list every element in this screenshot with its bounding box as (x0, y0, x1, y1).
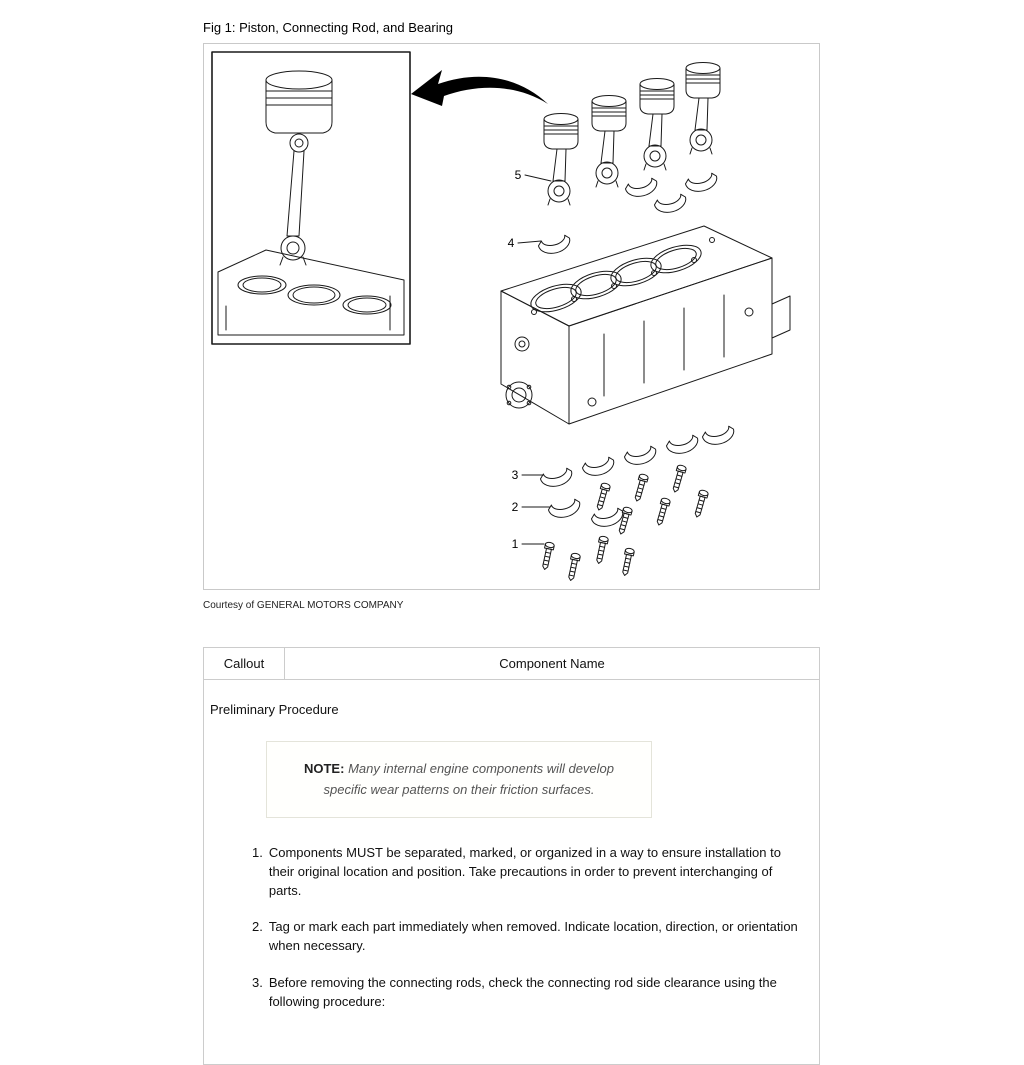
page-content (203, 0, 820, 1065)
component-table (203, 647, 820, 1065)
figure-title: Fig 1: Piston, Connecting Rod, and Bearing (203, 20, 454, 35)
list-item-number: 3. (252, 975, 263, 991)
list-item-text: Components MUST be separated, marked, or organized in a way to ensure installation to their original location and position. Take precautions in order to prevent interchanging of parts. (268, 844, 781, 898)
list-item-number: 1. (252, 844, 263, 860)
table-body (204, 680, 819, 1064)
inset-detail (212, 52, 410, 344)
engine-illustration (204, 44, 821, 589)
courtesy-text: Courtesy of GENERAL MOTORS COMPANY (203, 600, 404, 611)
list-item (210, 974, 813, 1012)
svg-text:4: 4 (507, 236, 515, 250)
engine-block (501, 226, 790, 424)
callout-2 (512, 500, 550, 514)
svg-text:2: 2 (511, 500, 519, 514)
list-item-number: 2. (252, 919, 263, 935)
table-header-callout: Callout (204, 648, 285, 679)
table-header-row (204, 648, 819, 680)
list-item-text: Tag or mark each part immediately when removed. Indicate location, direction, or orientation when necessary. (268, 919, 798, 954)
svg-text:3: 3 (511, 468, 519, 482)
callout-4 (508, 236, 541, 250)
bolts (540, 464, 709, 581)
note-label: NOTE: (303, 761, 345, 776)
table-header-component-name: Component Name (499, 656, 605, 671)
svg-text:1: 1 (511, 537, 519, 551)
list-item-text: Before removing the connecting rods, check the connecting rod side clearance using the following procedure: (268, 975, 777, 1009)
svg-text:5: 5 (514, 168, 522, 182)
preliminary-procedure-label: Preliminary Procedure (210, 702, 339, 717)
callout-3 (512, 468, 543, 482)
note-text: Many internal engine components will develop specific wear patterns on their friction surfaces. (323, 761, 614, 798)
rod-bearings (538, 172, 720, 256)
procedure-list (210, 844, 813, 1012)
main-bearings (540, 425, 737, 529)
list-item (210, 844, 813, 901)
figure-container (203, 43, 820, 590)
list-item (210, 918, 813, 956)
callout-arrow (411, 70, 548, 106)
callout-1 (512, 537, 544, 551)
note-box (266, 741, 652, 818)
callout-5 (515, 168, 551, 182)
